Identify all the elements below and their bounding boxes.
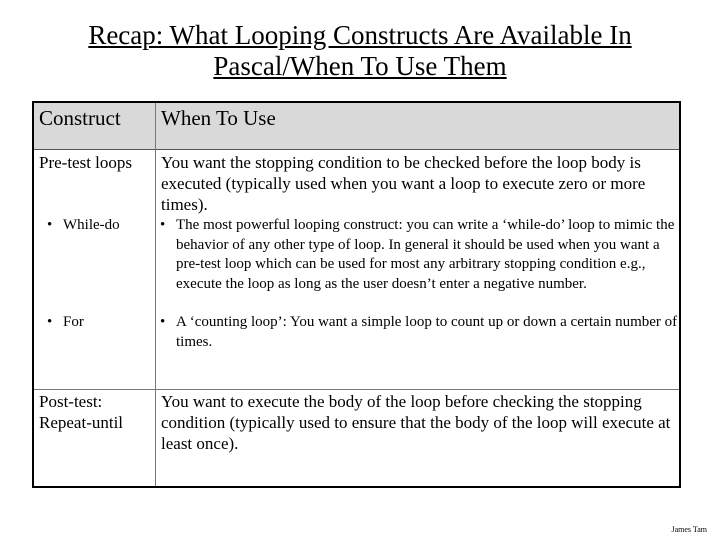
looping-constructs-table: [32, 101, 681, 488]
whiledo-label: While-do: [63, 217, 120, 233]
posttest-construct: [39, 391, 123, 433]
bullet: •: [160, 314, 166, 330]
bullet: •: [160, 217, 166, 233]
bullet: •: [47, 314, 53, 330]
header-construct: Construct: [39, 106, 121, 130]
pretest-description: You want the stopping condition to be checked before the loop body is executed (typically used when you want a loop to execute zero or more times).: [161, 153, 646, 214]
slide-title: [0, 20, 720, 82]
column-divider: [155, 103, 156, 486]
for-description-text: A ‘counting loop’: You want a simple loop to count up or down a certain number of times.: [176, 314, 678, 350]
posttest-description: You want to execute the body of the loop before checking the stopping condition (typically used to ensure that the body of the loop will execute at least once).: [161, 392, 671, 453]
bullet: •: [47, 217, 53, 233]
posttest-label-line-1: Post-test:: [39, 392, 103, 411]
row-divider: [34, 389, 679, 390]
whiledo-description-text: The most powerful looping construct: you can write a ‘while-do’ loop to mimic the behavior of any other type of loop. In general it should be used when you want a pre-test loop which can be used for most any arbitrary stopping condition e.g., execute the loop as long as the user doesn’t enter a negative number.: [176, 217, 675, 292]
header-when-to-use: When To Use: [161, 106, 276, 130]
table-header-row: [34, 103, 679, 150]
slide-title-line-2: Pascal/When To Use Them: [213, 51, 507, 81]
pretest-construct: Pre-test loops: [39, 153, 133, 172]
posttest-label-line-2: Repeat-until: [39, 413, 124, 432]
slide-title-line-1: Recap: What Looping Constructs Are Available In: [88, 20, 632, 50]
author-credit: James Tam: [671, 525, 707, 534]
for-label: For: [63, 314, 84, 330]
